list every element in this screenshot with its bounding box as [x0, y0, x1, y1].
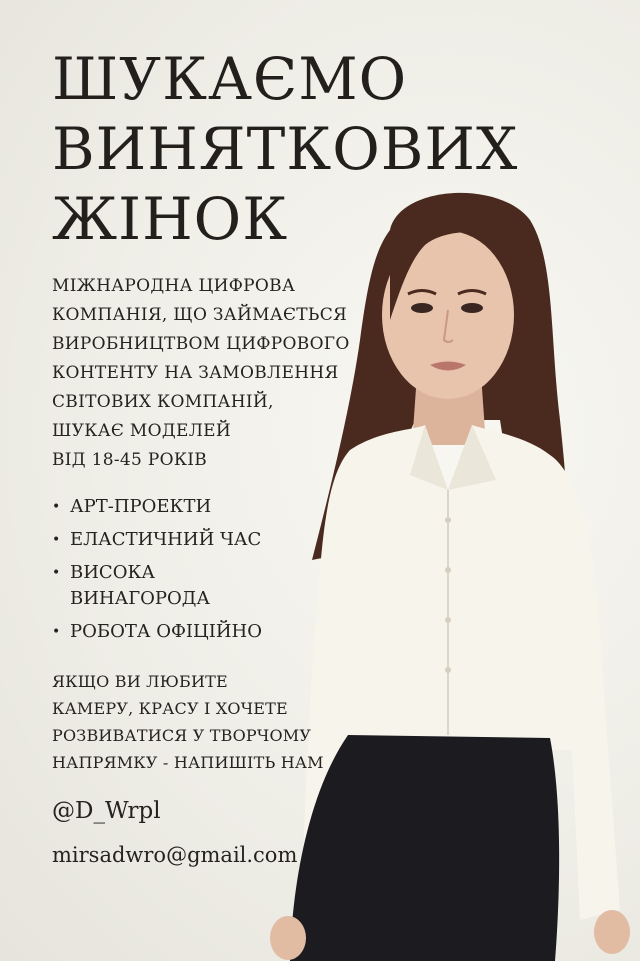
cta-line: РОЗВИВАТИСЯ У ТВОРЧОМУ	[52, 726, 312, 745]
benefit-text: • ЕЛАСТИЧНИЙ ЧАС	[70, 529, 262, 550]
benefit-item	[52, 560, 262, 612]
headline	[52, 44, 518, 254]
benefits-list	[52, 494, 262, 652]
description-line: СВІТОВИХ КОМПАНІЙ,	[52, 392, 274, 412]
description-line: МІЖНАРОДНА ЦИФРОВА	[52, 276, 296, 296]
benefit-item	[52, 494, 262, 520]
benefit-text: ВИНАГОРОДА	[70, 588, 211, 609]
contact-email[interactable]: mirsadwro@gmail.com	[52, 843, 298, 867]
description-line: КОНТЕНТУ НА ЗАМОВЛЕННЯ	[52, 363, 339, 383]
benefit-text: • АРТ-ПРОЕКТИ	[70, 496, 212, 517]
cta-line: КАМЕРУ, КРАСУ І ХОЧЕТЕ	[52, 699, 288, 718]
left-eye	[411, 303, 433, 313]
cta-line: НАПРЯМКУ - НАПИШІТЬ НАМ	[52, 753, 324, 772]
benefit-item	[52, 527, 262, 553]
call-to-action	[52, 668, 342, 776]
headline-line: ЖІНОК	[52, 185, 289, 253]
description-line: ШУКАЄ МОДЕЛЕЙ	[52, 421, 232, 441]
headline-line: ШУКАЄМО	[52, 45, 408, 113]
contact-handle[interactable]: @D_Wrpl	[52, 798, 161, 824]
description-line: КОМПАНІЯ, ЩО ЗАЙМАЄТЬСЯ	[52, 305, 348, 325]
benefit-text: • РОБОТА ОФІЦІЙНО	[70, 621, 262, 642]
description-line: ВИРОБНИЦТВОМ ЦИФРОВОГО	[52, 334, 350, 354]
headline-line: ВИНЯТКОВИХ	[52, 115, 519, 183]
cta-line: ЯКЩО ВИ ЛЮБИТЕ	[52, 672, 228, 691]
company-description	[52, 272, 352, 475]
benefit-item	[52, 619, 262, 645]
description-line: ВІД 18-45 РОКІВ	[52, 450, 208, 470]
benefit-text: • ВИСОКА	[70, 562, 156, 583]
right-eye	[461, 303, 483, 313]
